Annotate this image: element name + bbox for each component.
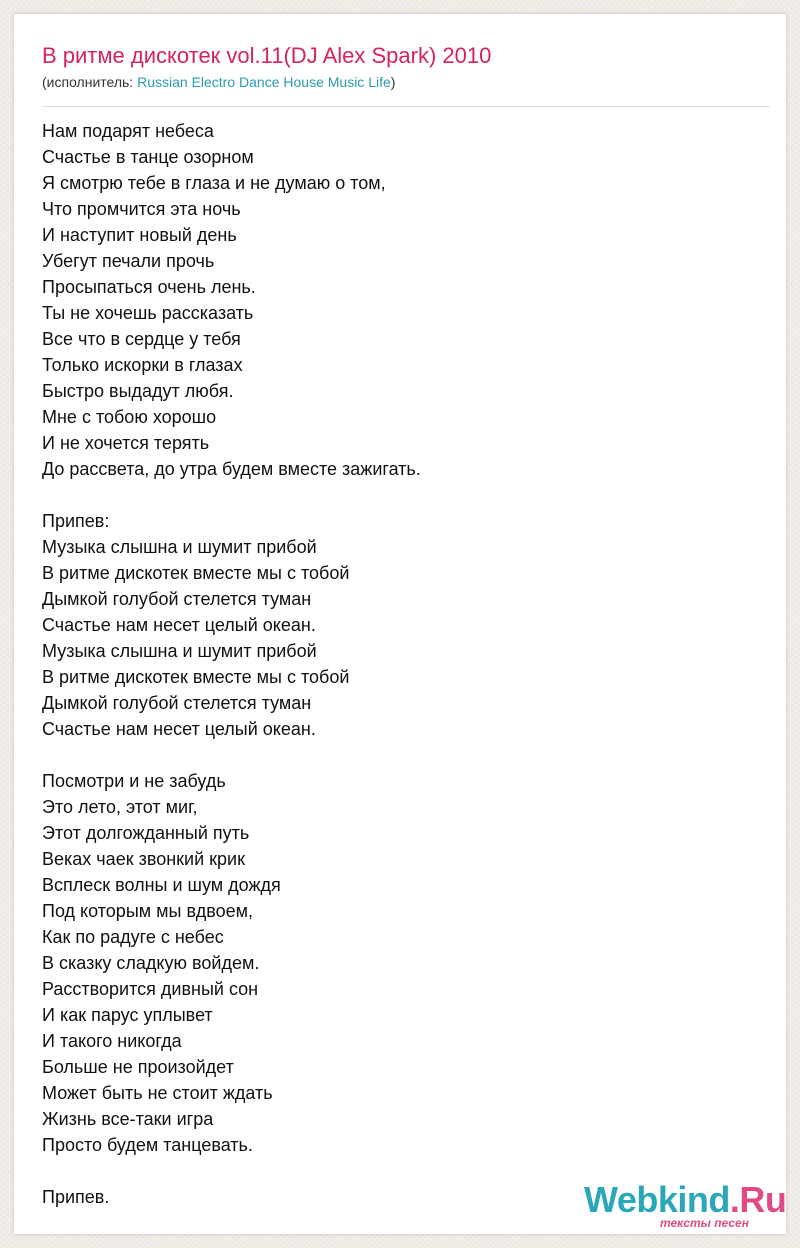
- lyrics-line: В ритме дискотек вместе мы с тобой: [42, 667, 350, 687]
- lyrics-line: Быстро выдадут любя.: [42, 381, 234, 401]
- lyrics-line: Что промчится эта ночь: [42, 199, 241, 219]
- lyrics-line: Может быть не стоит ждать: [42, 1083, 273, 1103]
- lyrics-line: Нам подарят небеса: [42, 121, 214, 141]
- lyrics-blank-line: [42, 482, 762, 508]
- lyrics-line: И как парус уплывет: [42, 1005, 213, 1025]
- lyrics-line: В ритме дискотек вместе мы с тобой: [42, 563, 350, 583]
- lyrics-line: И такого никогда: [42, 1031, 182, 1051]
- logo-domain-text: .Ru: [729, 1179, 787, 1220]
- artist-line: [42, 73, 395, 91]
- lyrics-line: Счастье нам несет целый океан.: [42, 615, 316, 635]
- lyrics-text: [42, 118, 762, 1210]
- lyrics-line: Припев:: [42, 511, 110, 531]
- artist-prefix: (исполнитель:: [42, 74, 138, 90]
- lyrics-line: Веках чаек звонкий крик: [42, 849, 245, 869]
- lyrics-line: Музыка слышна и шумит прибой: [42, 641, 317, 661]
- lyrics-line: И не хочется терять: [42, 433, 210, 453]
- artist-suffix: ): [390, 74, 396, 90]
- lyrics-line: Только искорки в глазах: [42, 355, 243, 375]
- lyrics-line: Просто будем танцевать.: [42, 1135, 253, 1155]
- lyrics-line: Посмотри и не забудь: [42, 771, 226, 791]
- lyrics-line: Припев.: [42, 1187, 110, 1207]
- lyrics-line: Больше не произойдет: [42, 1057, 234, 1077]
- lyrics-line: Этот долгожданный путь: [42, 823, 250, 843]
- lyrics-line: Дымкой голубой стелется туман: [42, 693, 312, 713]
- lyrics-line: В сказку сладкую войдем.: [42, 953, 260, 973]
- lyrics-line: И наступит новый день: [42, 225, 237, 245]
- lyrics-line: До рассвета, до утра будем вместе зажигать.: [42, 459, 421, 479]
- lyrics-line: Расстворится дивный сон: [42, 979, 259, 999]
- lyrics-line: Все что в сердце у тебя: [42, 329, 241, 349]
- lyrics-line: Просыпаться очень лень.: [42, 277, 256, 297]
- lyrics-line: Ты не хочешь рассказать: [42, 303, 254, 323]
- logo-wordmark: [584, 1180, 786, 1220]
- lyrics-line: Как по радуге с небес: [42, 927, 224, 947]
- lyrics-blank-line: [42, 742, 762, 768]
- logo-main-text: Webkind: [584, 1179, 730, 1220]
- lyrics-line: Жизнь все-таки игра: [42, 1109, 214, 1129]
- lyrics-line: Под которым мы вдвоем,: [42, 901, 254, 921]
- lyrics-line: Всплеск волны и шум дождя: [42, 875, 281, 895]
- lyrics-card: [14, 14, 786, 1234]
- lyrics-line: Убегут печали прочь: [42, 251, 215, 271]
- lyrics-line: Счастье нам несет целый океан.: [42, 719, 316, 739]
- header-divider: [42, 106, 770, 107]
- lyrics-line: Я смотрю тебе в глаза и не думаю о том,: [42, 173, 386, 193]
- lyrics-line: Дымкой голубой стелется туман: [42, 589, 312, 609]
- lyrics-line: Мне с тобою хорошо: [42, 407, 217, 427]
- song-title: В ритме дискотек vol.11(DJ Alex Spark) 2010: [42, 43, 492, 68]
- lyrics-line: Это лето, этот миг,: [42, 797, 198, 817]
- logo-tagline: тексты песен: [660, 1216, 749, 1230]
- site-logo[interactable]: [584, 1179, 787, 1234]
- lyrics-line: Счастье в танце озорном: [42, 147, 254, 167]
- lyrics-line: Музыка слышна и шумит прибой: [42, 537, 317, 557]
- artist-link[interactable]: Russian Electro Dance House Music Life: [137, 74, 391, 90]
